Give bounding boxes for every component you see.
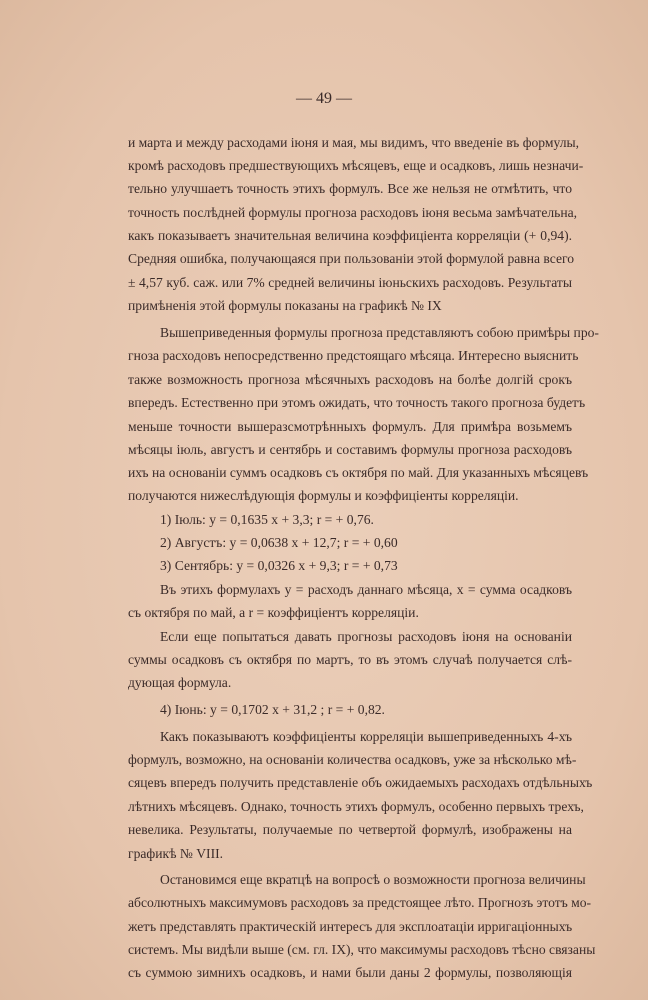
text-line: получаются нижеслѣдующія формулы и коэффиціенты корреляціи. [128,488,519,503]
text-line: точность послѣдней формулы прогноза расходовъ іюня весьма замѣчательна, [128,205,578,220]
formula-line: 3) Сентябрь: y = 0,0326 x + 9,3; r = + 0,73 [160,558,398,573]
text-line: системъ. Мы видѣли выше (см. гл. IX), что максимумы расходовъ тѣсно связаны [128,942,596,957]
text-line: невелика. Результаты, получаемые по четвертой формулѣ, изображены на [128,822,572,837]
text-line: Какъ показываютъ коэффиціенты корреляціи вышеприведенныхъ 4-хъ [160,729,572,744]
text-line: дующая формула. [128,675,232,690]
text-line: Вышеприведенныя формулы прогноза представляютъ собою примѣры про- [160,325,599,340]
text-line: также возможность прогноза мѣсячныхъ расходовъ на болѣе долгій срокъ [128,372,572,387]
formula-line: 4) Іюнь: y = 0,1702 x + 31,2 ; r = + 0,82. [160,702,385,717]
formula-line: 2) Августъ: y = 0,0638 x + 12,7; r = + 0,60 [160,535,398,550]
text-line: мѣсяцы іюль, августъ и сентябрь и составимъ формулы прогноза расходовъ [128,442,572,457]
text-line: ихъ на основаніи суммъ осадковъ съ октября по май. Для указанныхъ мѣсяцевъ [128,465,589,480]
text-line: сяцевъ впередъ получить представленіе объ ожидаемыхъ расходахъ отдѣльныхъ [128,775,593,790]
text-line: Остановимся еще вкратцѣ на вопросѣ о возможности прогноза величины [160,872,586,887]
text-line: меньше точности вышеразсмотрѣнныхъ формулъ. Для примѣра возьмемъ [128,419,572,434]
text-line: графикѣ № VIII. [128,846,224,861]
text-line: лѣтнихъ мѣсяцевъ. Однако, точность этихъ формулъ, особенно первыхъ трехъ, [128,799,584,814]
text-line: ± 4,57 куб. саж. или 7% средней величины іюньскихъ расходовъ. Результаты [128,275,572,290]
text-line: какъ показываетъ значительная величина коэффиціента корреляціи (+ 0,94). [128,228,572,243]
text-line: жетъ представлять практическій интересъ для эксплоатаціи ирригаціонныхъ [128,919,573,934]
formula-line: 1) Іюль: y = 0,1635 x + 3,3; r = + 0,76. [160,512,374,527]
text-line: гноза расходовъ непосредственно предстоящаго мѣсяца. Интересно выяснить [128,348,579,363]
text-line: впередъ. Естественно при этомъ ожидать, что точность такого прогноза будетъ [128,395,586,410]
text-line: тельно улучшаетъ точность этихъ формулъ. Все же нельзя не отмѣтить, что [128,181,572,196]
text-line: примѣненія этой формулы показаны на графикѣ № IX [128,298,442,313]
page-number: — 49 — [296,90,352,107]
text-line: формулъ, возможно, на основаніи количества осадковъ, уже за нѣсколько мѣ- [128,752,577,767]
text-line: Въ этихъ формулахъ y = расходъ даннаго мѣсяца, x = сумма осадковъ [160,582,572,597]
text-line: Средняя ошибка, получающаяся при пользованіи этой формулой равна всего [128,251,575,266]
text-line: съ суммою зимнихъ осадковъ, и нами были даны 2 формулы, позволяющія [128,965,572,980]
text-line: суммы осадковъ съ октября по мартъ, то въ этомъ случаѣ получается слѣ- [128,652,572,667]
text-line: абсолютныхъ максимумовъ расходовъ за предстоящее лѣто. Прогнозъ этотъ мо- [128,895,592,910]
text-line: съ октября по май, а r = коэффиціентъ корреляціи. [128,605,419,620]
text-line: и марта и между расходами іюня и мая, мы видимъ, что введеніе въ формулы, [128,135,580,150]
text-line: Если еще попытаться давать прогнозы расходовъ іюня на основаніи [160,629,572,644]
text-line: кромѣ расходовъ предшествующихъ мѣсяцевъ, еще и осадковъ, лишь незначи- [128,158,584,173]
